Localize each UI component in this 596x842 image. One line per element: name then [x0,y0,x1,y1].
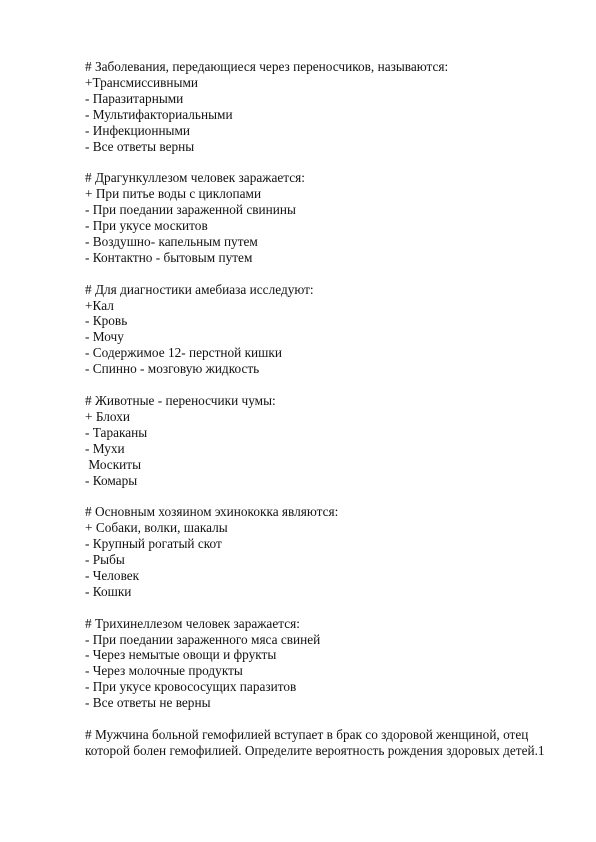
answer-option: - Тараканы [85,424,148,440]
answer-option: + Собаки, волки, шакалы [85,520,228,536]
answer-option: - Содержимое 12- перстной кишки [85,345,282,361]
answer-option: +Кал [85,297,114,313]
answer-option: - Спинно - мозговую жидкость [85,361,260,377]
answer-option: - Рыбы [85,552,125,568]
question-text: # Заболевания, передающиеся через переносчиков, называются: [85,59,449,74]
answer-option: - Кровь [85,313,128,329]
question-block [85,170,555,265]
final-question-text: # Мужчина больной гемофилией вступает в брак со здоровой женщиной, отец которой болен гемофилией. Определите вероятность рождения здоровых детей.1 [85,726,545,758]
answer-option: - Паразитарными [85,90,184,106]
question-block [85,59,555,154]
question-text: # Драгункуллезом человек заражается: [85,170,305,186]
answer-option: - Мультифакториальными [85,106,233,122]
answer-option: - Мухи [85,440,125,456]
question-block [85,504,555,599]
question-block [85,616,555,711]
answer-option: - Человек [85,567,140,583]
answer-option: - Инфекционными [85,122,191,138]
answer-option: - Воздушно- капельным путем [85,233,258,249]
answer-option: - Мочу [85,329,124,345]
answer-option: +Трансмиссивными [85,74,198,90]
question-text: # Для диагностики амебиаза исследуют: [85,281,314,297]
answer-option: - Контактно - бытовым путем [85,249,253,265]
question-block [85,727,555,759]
answer-option: - При укусе кровососущих паразитов [85,679,297,695]
answer-option: - Через молочные продукты [85,663,243,679]
answer-option: + Блохи [85,408,131,424]
question-text: # Животные - переносчики чумы: [85,392,276,408]
answer-option: - Кошки [85,583,132,599]
answer-option: - Все ответы не верны [85,695,211,711]
question-block [85,282,555,377]
answer-option: - При поедании зараженной свинины [85,202,296,218]
question-text: # Основным хозяином эхинококка являются: [85,504,339,520]
document-page [85,59,555,775]
answer-option: - Комары [85,472,138,488]
question-text: # Трихинеллезом человек заражается: [85,615,300,631]
answer-option: - Все ответы верны [85,138,195,154]
answer-option: - Через немытые овощи и фрукты [85,647,277,663]
answer-option: + При питье воды с циклопами [85,186,262,202]
question-block [85,393,555,488]
answer-option: - Крупный рогатый скот [85,536,222,552]
answer-option: - При укусе москитов [85,218,208,234]
answer-option: - При поедании зараженного мяса свиней [85,631,321,647]
answer-option: Москиты [85,456,142,472]
